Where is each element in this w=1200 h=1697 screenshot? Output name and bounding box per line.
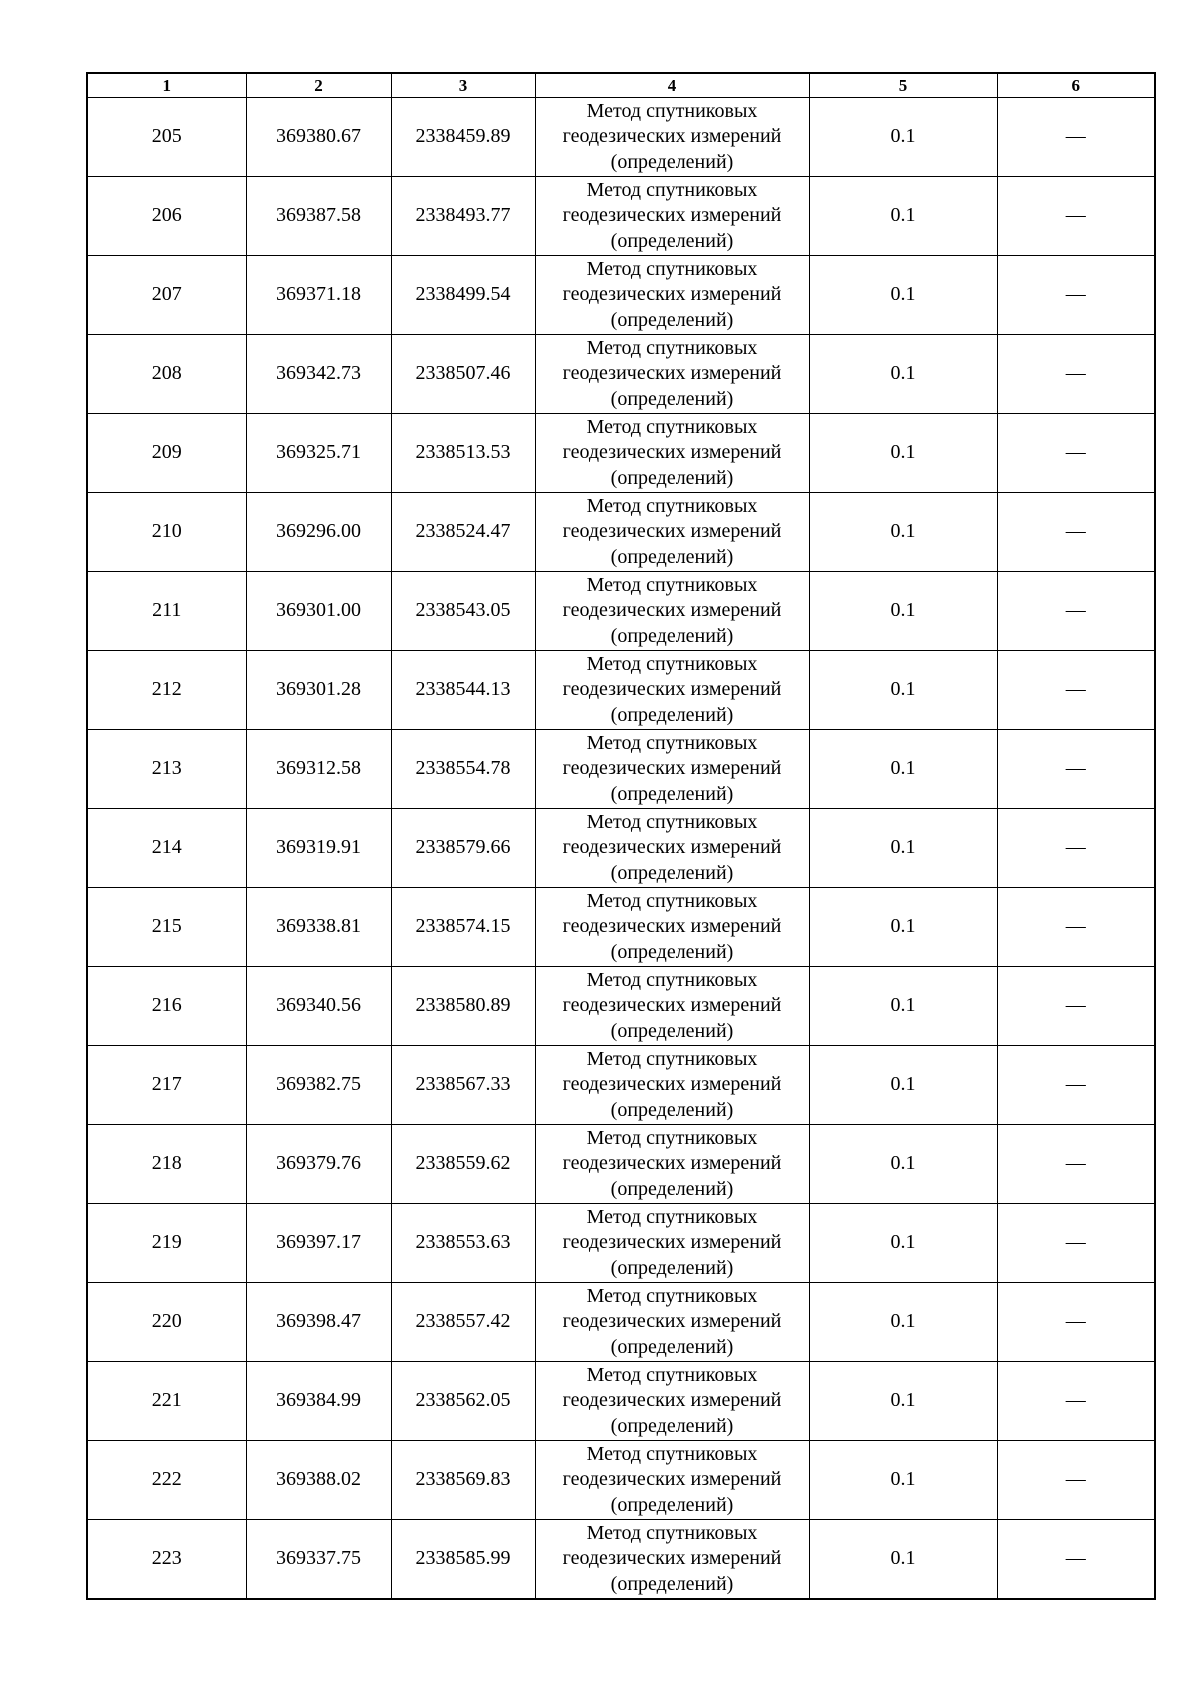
method-text-line: Метод спутниковых — [586, 731, 758, 754]
precision-cell: 0.1 — [809, 1204, 997, 1283]
y-coordinate-cell: 2338569.83 — [391, 1441, 535, 1520]
note-cell: — — [997, 1362, 1155, 1441]
y-coordinate-cell: 2338585.99 — [391, 1520, 535, 1600]
x-coordinate-cell: 369379.76 — [246, 1125, 391, 1204]
note-cell: — — [997, 98, 1155, 177]
method-cell — [535, 1204, 809, 1283]
precision-cell: 0.1 — [809, 1283, 997, 1362]
precision-cell: 0.1 — [809, 414, 997, 493]
method-text-line: геодезических измерений — [562, 283, 782, 306]
method-text-line: Метод спутниковых — [586, 99, 758, 122]
note-cell: — — [997, 1283, 1155, 1362]
point-number-cell: 221 — [87, 1362, 246, 1441]
table-row — [87, 414, 1155, 493]
method-text-line: Метод спутниковых — [586, 1521, 758, 1544]
method-text-line: геодезических измерений — [562, 1152, 782, 1175]
method-text-line: геодезических измерений — [562, 1073, 782, 1096]
y-coordinate-cell: 2338579.66 — [391, 809, 535, 888]
note-cell: — — [997, 651, 1155, 730]
method-text-line: геодезических измерений — [562, 915, 782, 938]
x-coordinate-cell: 369296.00 — [246, 493, 391, 572]
note-cell: — — [997, 1046, 1155, 1125]
y-coordinate-cell: 2338557.42 — [391, 1283, 535, 1362]
table-row — [87, 967, 1155, 1046]
method-text-line: (определений) — [610, 940, 734, 963]
method-text-line: Метод спутниковых — [586, 494, 758, 517]
method-text-line: геодезических измерений — [562, 994, 782, 1017]
point-number-cell: 216 — [87, 967, 246, 1046]
point-number-cell: 206 — [87, 177, 246, 256]
method-text-line: Метод спутниковых — [586, 415, 758, 438]
note-cell: — — [997, 572, 1155, 651]
point-number-cell: 211 — [87, 572, 246, 651]
method-cell — [535, 256, 809, 335]
table-row — [87, 98, 1155, 177]
method-text-line: геодезических измерений — [562, 520, 782, 543]
precision-cell: 0.1 — [809, 809, 997, 888]
table-row — [87, 1362, 1155, 1441]
method-text-line: Метод спутниковых — [586, 257, 758, 280]
table-row — [87, 809, 1155, 888]
method-text-line: геодезических измерений — [562, 1468, 782, 1491]
column-header-6: 6 — [997, 73, 1155, 98]
y-coordinate-cell: 2338493.77 — [391, 177, 535, 256]
precision-cell: 0.1 — [809, 98, 997, 177]
method-text-line: (определений) — [610, 782, 734, 805]
note-cell: — — [997, 335, 1155, 414]
method-text-line: (определений) — [610, 229, 734, 252]
table-row — [87, 177, 1155, 256]
table-row — [87, 730, 1155, 809]
method-text-line: (определений) — [610, 861, 734, 884]
y-coordinate-cell: 2338543.05 — [391, 572, 535, 651]
method-text-line: геодезических измерений — [562, 836, 782, 859]
table-header-row — [87, 73, 1155, 98]
method-text-line: (определений) — [610, 308, 734, 331]
table-row — [87, 1046, 1155, 1125]
table-row — [87, 335, 1155, 414]
method-text-line: геодезических измерений — [562, 1547, 782, 1570]
table-row — [87, 256, 1155, 335]
note-cell: — — [997, 1441, 1155, 1520]
method-text-line: (определений) — [610, 1335, 734, 1358]
point-number-cell: 220 — [87, 1283, 246, 1362]
method-cell — [535, 414, 809, 493]
point-number-cell: 218 — [87, 1125, 246, 1204]
method-text-line: геодезических измерений — [562, 441, 782, 464]
method-text-line: геодезических измерений — [562, 599, 782, 622]
precision-cell: 0.1 — [809, 1520, 997, 1600]
x-coordinate-cell: 369388.02 — [246, 1441, 391, 1520]
x-coordinate-cell: 369340.56 — [246, 967, 391, 1046]
method-text-line: геодезических измерений — [562, 362, 782, 385]
point-number-cell: 223 — [87, 1520, 246, 1600]
method-text-line: Метод спутниковых — [586, 178, 758, 201]
method-text-line: Метод спутниковых — [586, 968, 758, 991]
method-cell — [535, 1125, 809, 1204]
y-coordinate-cell: 2338507.46 — [391, 335, 535, 414]
precision-cell: 0.1 — [809, 730, 997, 809]
x-coordinate-cell: 369301.28 — [246, 651, 391, 730]
point-number-cell: 207 — [87, 256, 246, 335]
table-row — [87, 1204, 1155, 1283]
method-text-line: (определений) — [610, 1493, 734, 1516]
column-header-2: 2 — [246, 73, 391, 98]
coordinates-table — [86, 72, 1156, 1600]
note-cell: — — [997, 493, 1155, 572]
note-cell: — — [997, 809, 1155, 888]
method-cell — [535, 1046, 809, 1125]
y-coordinate-cell: 2338524.47 — [391, 493, 535, 572]
table-body — [87, 98, 1155, 1600]
point-number-cell: 209 — [87, 414, 246, 493]
method-cell — [535, 809, 809, 888]
method-text-line: (определений) — [610, 703, 734, 726]
method-text-line: (определений) — [610, 387, 734, 410]
point-number-cell: 214 — [87, 809, 246, 888]
method-text-line: (определений) — [610, 1256, 734, 1279]
method-text-line: Метод спутниковых — [586, 810, 758, 833]
method-cell — [535, 493, 809, 572]
method-text-line: Метод спутниковых — [586, 1363, 758, 1386]
point-number-cell: 215 — [87, 888, 246, 967]
x-coordinate-cell: 369342.73 — [246, 335, 391, 414]
precision-cell: 0.1 — [809, 493, 997, 572]
y-coordinate-cell: 2338559.62 — [391, 1125, 535, 1204]
method-text-line: (определений) — [610, 1177, 734, 1200]
y-coordinate-cell: 2338513.53 — [391, 414, 535, 493]
method-text-line: геодезических измерений — [562, 125, 782, 148]
precision-cell: 0.1 — [809, 1441, 997, 1520]
note-cell: — — [997, 256, 1155, 335]
point-number-cell: 222 — [87, 1441, 246, 1520]
method-text-line: (определений) — [610, 1019, 734, 1042]
note-cell: — — [997, 967, 1155, 1046]
method-text-line: геодезических измерений — [562, 678, 782, 701]
precision-cell: 0.1 — [809, 1125, 997, 1204]
method-text-line: Метод спутниковых — [586, 1205, 758, 1228]
y-coordinate-cell: 2338574.15 — [391, 888, 535, 967]
table-row — [87, 1441, 1155, 1520]
method-text-line: Метод спутниковых — [586, 889, 758, 912]
precision-cell: 0.1 — [809, 651, 997, 730]
method-cell — [535, 1362, 809, 1441]
table-row — [87, 493, 1155, 572]
method-text-line: геодезических измерений — [562, 204, 782, 227]
method-cell — [535, 730, 809, 809]
precision-cell: 0.1 — [809, 177, 997, 256]
table-row — [87, 1520, 1155, 1600]
x-coordinate-cell: 369312.58 — [246, 730, 391, 809]
x-coordinate-cell: 369325.71 — [246, 414, 391, 493]
y-coordinate-cell: 2338553.63 — [391, 1204, 535, 1283]
x-coordinate-cell: 369301.00 — [246, 572, 391, 651]
method-cell — [535, 1520, 809, 1600]
note-cell: — — [997, 1204, 1155, 1283]
method-cell — [535, 651, 809, 730]
y-coordinate-cell: 2338562.05 — [391, 1362, 535, 1441]
method-text-line: геодезических измерений — [562, 757, 782, 780]
method-cell — [535, 888, 809, 967]
point-number-cell: 219 — [87, 1204, 246, 1283]
x-coordinate-cell: 369338.81 — [246, 888, 391, 967]
point-number-cell: 208 — [87, 335, 246, 414]
note-cell: — — [997, 1125, 1155, 1204]
point-number-cell: 212 — [87, 651, 246, 730]
method-cell — [535, 572, 809, 651]
table-row — [87, 1283, 1155, 1362]
note-cell: — — [997, 177, 1155, 256]
method-text-line: геодезических измерений — [562, 1310, 782, 1333]
table-row — [87, 1125, 1155, 1204]
y-coordinate-cell: 2338459.89 — [391, 98, 535, 177]
column-header-4: 4 — [535, 73, 809, 98]
x-coordinate-cell: 369382.75 — [246, 1046, 391, 1125]
method-text-line: Метод спутниковых — [586, 336, 758, 359]
precision-cell: 0.1 — [809, 888, 997, 967]
x-coordinate-cell: 369384.99 — [246, 1362, 391, 1441]
method-text-line: Метод спутниковых — [586, 1047, 758, 1070]
x-coordinate-cell: 369380.67 — [246, 98, 391, 177]
column-header-5: 5 — [809, 73, 997, 98]
precision-cell: 0.1 — [809, 572, 997, 651]
method-cell — [535, 1441, 809, 1520]
method-cell — [535, 177, 809, 256]
table-row — [87, 572, 1155, 651]
table-row — [87, 651, 1155, 730]
precision-cell: 0.1 — [809, 1362, 997, 1441]
method-text-line: геодезических измерений — [562, 1389, 782, 1412]
method-text-line: Метод спутниковых — [586, 1442, 758, 1465]
method-cell — [535, 967, 809, 1046]
method-text-line: Метод спутниковых — [586, 1284, 758, 1307]
x-coordinate-cell: 369319.91 — [246, 809, 391, 888]
x-coordinate-cell: 369398.47 — [246, 1283, 391, 1362]
y-coordinate-cell: 2338580.89 — [391, 967, 535, 1046]
column-header-3: 3 — [391, 73, 535, 98]
method-text-line: (определений) — [610, 150, 734, 173]
x-coordinate-cell: 369397.17 — [246, 1204, 391, 1283]
point-number-cell: 210 — [87, 493, 246, 572]
method-text-line: Метод спутниковых — [586, 652, 758, 675]
point-number-cell: 213 — [87, 730, 246, 809]
note-cell: — — [997, 414, 1155, 493]
y-coordinate-cell: 2338499.54 — [391, 256, 535, 335]
x-coordinate-cell: 369387.58 — [246, 177, 391, 256]
precision-cell: 0.1 — [809, 256, 997, 335]
precision-cell: 0.1 — [809, 1046, 997, 1125]
method-text-line: (определений) — [610, 1098, 734, 1121]
method-text-line: (определений) — [610, 624, 734, 647]
method-text-line: Метод спутниковых — [586, 1126, 758, 1149]
column-header-1: 1 — [87, 73, 246, 98]
method-text-line: геодезических измерений — [562, 1231, 782, 1254]
y-coordinate-cell: 2338544.13 — [391, 651, 535, 730]
method-text-line: (определений) — [610, 466, 734, 489]
note-cell: — — [997, 730, 1155, 809]
x-coordinate-cell: 369337.75 — [246, 1520, 391, 1600]
y-coordinate-cell: 2338567.33 — [391, 1046, 535, 1125]
table-row — [87, 888, 1155, 967]
method-text-line: Метод спутниковых — [586, 573, 758, 596]
note-cell: — — [997, 1520, 1155, 1600]
precision-cell: 0.1 — [809, 335, 997, 414]
method-text-line: (определений) — [610, 1572, 734, 1595]
note-cell: — — [997, 888, 1155, 967]
method-text-line: (определений) — [610, 545, 734, 568]
precision-cell: 0.1 — [809, 967, 997, 1046]
point-number-cell: 205 — [87, 98, 246, 177]
point-number-cell: 217 — [87, 1046, 246, 1125]
method-cell — [535, 1283, 809, 1362]
method-text-line: (определений) — [610, 1414, 734, 1437]
y-coordinate-cell: 2338554.78 — [391, 730, 535, 809]
method-cell — [535, 335, 809, 414]
x-coordinate-cell: 369371.18 — [246, 256, 391, 335]
method-cell — [535, 98, 809, 177]
